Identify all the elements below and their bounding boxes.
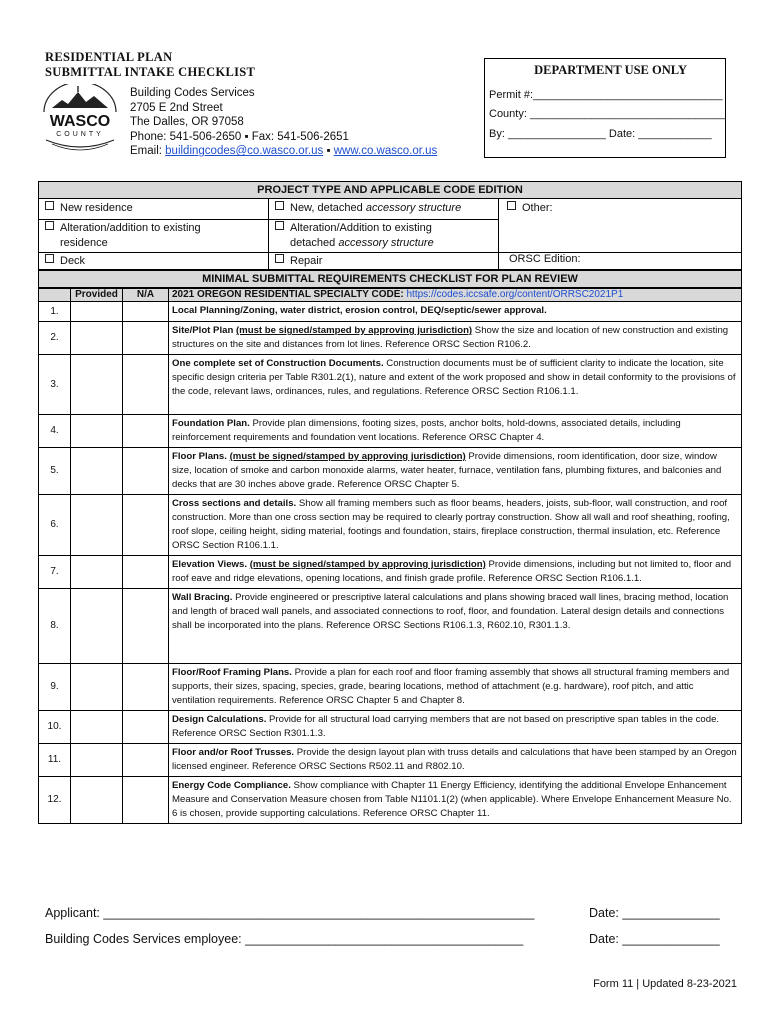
website-link[interactable]: www.co.wasco.or.us [333,145,438,158]
permit-field[interactable]: Permit #:_______________________________ [489,89,723,101]
item-number: 10. [39,711,71,744]
provided-cell[interactable] [71,302,123,322]
employee-signature-line[interactable]: Building Codes Services employee: ________________________________________ [45,932,524,946]
requirement-description [169,302,742,322]
na-cell[interactable] [123,744,169,777]
org-name: Building Codes Services [130,87,255,99]
option-deck[interactable]: Deck [45,254,85,269]
requirement-title: Floor and/or Roof Trusses. [172,747,295,758]
option-alteration-residence[interactable]: Alteration/addition to existing residence [45,221,201,251]
requirement-title: Design Calculations. [172,714,267,725]
requirement-text: Provide dimensions, room identification, door size, window size, location of smoke and carbon monoxide alarms, water heater, furnace, ventilation fans, plumbing fixtures, and balconies and decks that are 30 inches above grade. Reference ORSC Chapter 5. [172,451,722,490]
checkbox-icon[interactable] [275,221,284,230]
item-number: 11. [39,744,71,777]
signed-stamped-note: (must be signed/stamped by approving jurisdiction) [235,325,473,336]
requirement-title: Local Planning/Zoning, water district, erosion control, DEQ/septic/sewer approval. [172,305,547,316]
requirement-row [39,322,742,355]
separator: ▪ [326,145,331,158]
employee-date-line[interactable]: Date: ______________ [589,932,720,946]
requirement-description [169,777,742,824]
signed-stamped-note: (must be signed/stamped by approving jurisdiction) [229,451,466,462]
county-field[interactable]: County: ________________________________ [489,108,726,120]
item-number: 6. [39,495,71,556]
wasco-county-logo [38,84,122,154]
na-cell[interactable] [123,589,169,664]
requirement-description [169,589,742,664]
email-line [130,144,437,159]
na-cell[interactable] [123,355,169,415]
phone-fax: Phone: 541-506-2650 ▪ Fax: 541-506-2651 [130,130,349,143]
requirement-row [39,777,742,824]
option-new-detached-accessory[interactable]: New, detached accessory structure [275,201,461,216]
checkbox-icon[interactable] [45,221,54,230]
applicant-date-line[interactable]: Date: ______________ [589,906,720,920]
requirement-text: Show all framing members such as floor beams, headers, joists, sub-floor, wall construction, and roof construction. More than one cross section may be required to clearly portray construction. Show all wall and roof sheathing, roofing, roof slope, ceiling height, siding material, footings and foundation, stairs, fireplace construction, thermal insulation, etc. Reference ORSC Section R106.1.1. [172,498,730,551]
col-na: N/A [123,289,169,302]
requirement-text: Provide for all structural load carrying members that are not based on prescriptive span tables in the code. Reference ORSC Section R301.1.3. [172,714,720,739]
item-number: 1. [39,302,71,322]
requirement-description [169,711,742,744]
requirement-description [169,322,742,355]
na-cell[interactable] [123,711,169,744]
requirement-description [169,355,742,415]
requirement-title: Site/Plot Plan [172,325,234,336]
na-cell[interactable] [123,777,169,824]
checkbox-icon[interactable] [275,201,284,210]
logo-text-county: COUNTY [56,131,104,138]
requirement-description [169,415,742,448]
department-use-title: DEPARTMENT USE ONLY [534,63,687,77]
requirement-description [169,556,742,589]
code-link[interactable]: https://codes.iccsafe.org/content/ORRSC2021P1 [406,289,624,300]
requirement-text: Provide the design layout plan with truss details and calculations that have been stamped by an Oregon licensed engineer. Reference ORSC Sections R502.11 and R802.10. [172,747,737,772]
form-title [45,50,255,80]
item-number: 12. [39,777,71,824]
requirement-text: Provide engineered or prescriptive lateral calculations and plans showing braced wall lines, bracing method, location and length of braced wall panels, and associated connections to roof, floor, and foundation. Lateral design details and connections shall be incorporated into the plans. Reference ORSC Sections R106.1.3, R602.10, R301.1.3. [172,592,729,631]
requirement-text: Provide a plan for each roof and floor framing assembly that shows all structural framing members and supports, their sizes, spacing, species, grade, bearing locations, method of attachment (e.g. hardware), roof pitch, and attic ventilation requirements. Reference ORSC Chapter 5 and Chapter 8. [172,667,730,706]
requirements-header-row [39,289,742,302]
department-use-box [484,58,726,158]
by-date-field[interactable]: By: ________________ Date: ____________ [489,128,712,140]
option-new-residence[interactable]: New residence [45,201,133,216]
na-cell[interactable] [123,556,169,589]
logo-text-wasco: WASCO [49,113,111,130]
requirement-title: Elevation Views. [172,559,248,570]
item-number: 2. [39,322,71,355]
requirement-description [169,664,742,711]
requirements-heading: MINIMAL SUBMITTAL REQUIREMENTS CHECKLIST FOR PLAN REVIEW [38,270,742,288]
requirement-title: Wall Bracing. [172,592,233,603]
city-state-zip: The Dalles, OR 97058 [130,116,244,129]
option-other[interactable]: Other: [507,201,553,216]
form-footer: Form 11 | Updated 8-23-2021 [593,978,737,990]
requirement-description [169,495,742,556]
requirements-table [38,288,742,824]
provided-cell[interactable] [71,322,123,355]
street-address: 2705 E 2nd Street [130,101,223,114]
item-number: 8. [39,589,71,664]
requirement-text: Provide dimensions, including but not limited to, floor and roof eave and ridge elevations, opening locations, and finish grade profile. Reference ORSC Section R106.1.1. [172,559,732,584]
provided-cell[interactable] [71,415,123,448]
provided-cell[interactable] [71,448,123,495]
checkbox-icon[interactable] [45,201,54,210]
requirement-row [39,415,742,448]
requirement-title: Floor Plans. [172,451,227,462]
provided-cell[interactable] [71,777,123,824]
requirement-row [39,744,742,777]
requirement-description [169,448,742,495]
orsc-edition-field[interactable]: ORSC Edition: [509,253,581,265]
email-link[interactable]: buildingcodes@co.wasco.or.us [165,145,324,158]
requirement-row [39,355,742,415]
provided-cell[interactable] [71,495,123,556]
na-cell[interactable] [123,322,169,355]
col-provided: Provided [71,289,123,302]
title-line-1: RESIDENTIAL PLAN [45,50,173,64]
provided-cell[interactable] [71,744,123,777]
requirement-title: One complete set of Construction Documents. [172,358,384,369]
requirement-title: Cross sections and details. [172,498,297,509]
checkbox-icon[interactable] [507,201,516,210]
provided-cell[interactable] [71,556,123,589]
requirement-title: Floor/Roof Framing Plans. [172,667,292,678]
signed-stamped-note: (must be signed/stamped by approving jurisdiction) [249,559,486,570]
provided-cell[interactable] [71,711,123,744]
na-cell[interactable] [123,664,169,711]
requirement-row [39,556,742,589]
requirement-row [39,448,742,495]
option-repair[interactable]: Repair [275,254,322,269]
requirement-description [169,744,742,777]
requirement-title: Foundation Plan. [172,418,250,429]
applicant-signature-line[interactable]: Applicant: ______________________________________________________________ [45,906,535,920]
requirement-row [39,664,742,711]
provided-cell[interactable] [71,589,123,664]
item-number: 3. [39,355,71,415]
code-reference: 2021 OREGON RESIDENTIAL SPECIALTY CODE: https://codes.iccsafe.org/content/ORRSC2021P1 [169,289,742,302]
provided-cell[interactable] [71,664,123,711]
email-label: Email: [130,145,162,158]
item-number: 5. [39,448,71,495]
checkbox-icon[interactable] [275,254,284,263]
requirement-row [39,589,742,664]
item-number: 7. [39,556,71,589]
na-cell[interactable] [123,415,169,448]
na-cell[interactable] [123,495,169,556]
requirement-text: Provide plan dimensions, footing sizes, posts, anchor bolts, hold-downs, associated details, including reinforcement requirements and foundation vent locations. Reference ORSC Chapter 4. [172,418,681,443]
requirement-text: Show the size and location of new construction and existing structures on the site and distances from lot lines. Reference ORSC Section R106.2. [172,325,729,350]
item-number: 4. [39,415,71,448]
na-cell[interactable] [123,448,169,495]
requirement-text: Construction documents must be of sufficient clarity to indicate the location, site specific design criteria per Table R301.2(1), nature and extent of the work proposed and show in detail conformity to the provisions of the code, relevant laws, ordinances, rules, and regulations. Reference ORSC Section R106.1.1. [172,358,736,397]
na-cell[interactable] [123,302,169,322]
requirement-title: Energy Code Compliance. [172,780,291,791]
requirement-row [39,302,742,322]
checkbox-icon[interactable] [45,254,54,263]
requirement-row [39,711,742,744]
project-type-heading: PROJECT TYPE AND APPLICABLE CODE EDITION [38,181,742,199]
project-type-section [38,198,742,270]
title-line-2: SUBMITTAL INTAKE CHECKLIST [45,65,256,79]
requirement-row [39,495,742,556]
option-alteration-detached[interactable]: Alteration/Addition to existing detached accessory structure [275,221,434,251]
provided-cell[interactable] [71,355,123,415]
requirement-text: Show compliance with Chapter 11 Energy Efficiency, identifying the additional Envelope Enhancement Measure and Conservation Measure chosen from Table N1101.1(2) (when applicable). Where Envelope Enhancement Measure No. 6 is chosen, provide supporting calculations. Reference ORSC Chapter 11. [172,780,732,819]
address-block [130,86,437,159]
item-number: 9. [39,664,71,711]
